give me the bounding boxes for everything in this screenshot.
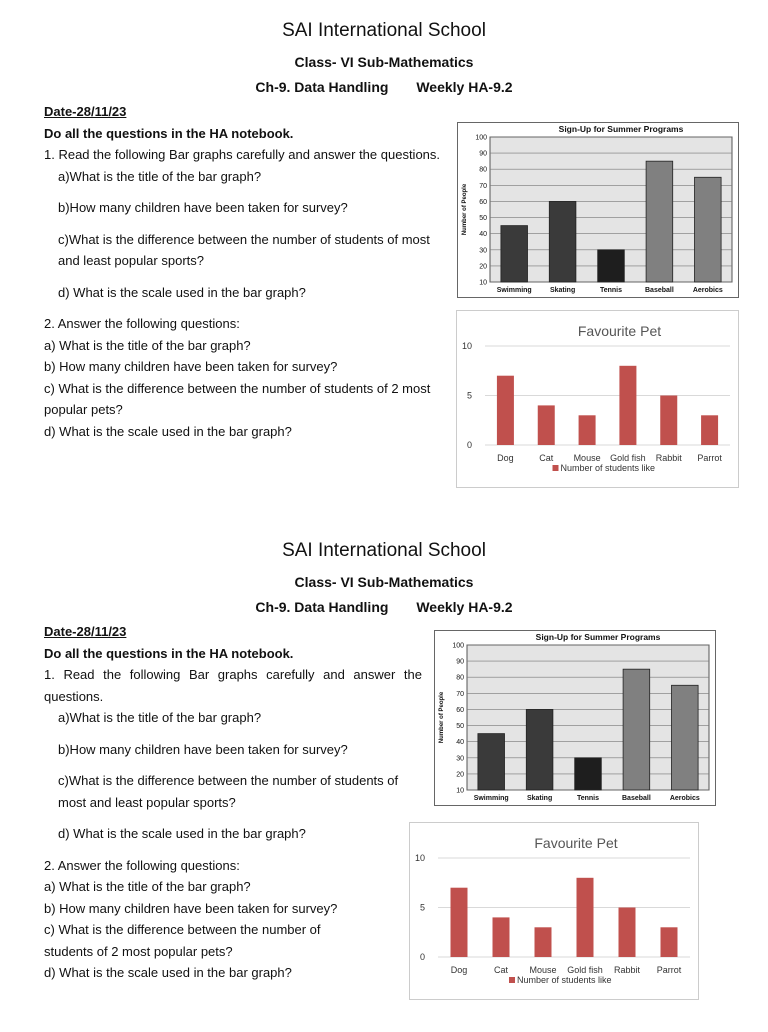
bar	[575, 758, 602, 790]
sports-bar-chart	[435, 631, 715, 805]
x-tick-label: Mouse	[573, 453, 601, 463]
x-tick-label: Tennis	[599, 287, 623, 294]
q1-a: a)What is the title of the bar graph?	[58, 168, 262, 184]
school-name: SAI International School	[282, 540, 486, 561]
bar	[501, 226, 528, 282]
y-tick-label: 40	[479, 231, 487, 239]
x-tick-label: Parrot	[697, 453, 722, 463]
bar	[497, 376, 514, 445]
x-tick-label: Gold fish	[567, 965, 603, 975]
y-tick-label: 80	[479, 166, 487, 174]
sports-chart-frame	[457, 122, 739, 298]
q2-a: a) What is the title of the bar graph?	[44, 879, 251, 894]
bar	[661, 927, 678, 957]
class-subject: Class- VI Sub-Mathematics	[294, 54, 474, 70]
y-tick-label: 70	[456, 690, 464, 698]
pet-chart-frame	[409, 822, 699, 1000]
q2-b: b) How many children have been taken for survey?	[44, 359, 338, 374]
date: Date-28/11/23	[44, 624, 127, 639]
y-tick-label: 5	[419, 902, 425, 913]
x-tick-label: Aerobics	[692, 287, 723, 294]
x-tick-label: Mouse	[529, 965, 557, 975]
school-name: SAI International School	[282, 20, 486, 41]
q1-intro: 1. Read the following Bar graphs carefully and answer the questions.	[44, 147, 441, 162]
class-subject: Class- VI Sub-Mathematics	[294, 574, 474, 590]
q2-a: a) What is the title of the bar graph?	[44, 337, 251, 353]
legend-swatch	[509, 977, 515, 983]
x-tick-label: Gold fish	[610, 453, 646, 463]
y-tick-label: 90	[456, 658, 464, 666]
questions	[44, 101, 444, 442]
bar	[478, 734, 505, 790]
bar	[694, 177, 721, 282]
date: Date-28/11/23	[44, 104, 127, 119]
y-tick-label: 100	[475, 134, 487, 142]
legend-swatch	[553, 465, 559, 471]
chart-title: Sign-Up for Summer Programs	[558, 124, 684, 134]
bar	[538, 405, 555, 445]
pet-chart-frame	[456, 310, 739, 488]
bar	[598, 250, 625, 282]
chapter: Ch-9. Data Handling	[255, 79, 389, 95]
legend-label: Number of students like	[560, 463, 656, 473]
y-tick-label: 0	[466, 440, 472, 450]
x-tick-label: Dog	[450, 965, 468, 975]
y-axis-label: Number of People	[462, 183, 468, 236]
homework-id: Weekly HA-9.2	[416, 79, 513, 95]
bar	[701, 415, 718, 445]
instruction: Do all the questions in the HA notebook.	[44, 645, 294, 661]
q2-c: c) What is the difference between the number of students of 2 most popular pets?	[44, 922, 321, 959]
q2-intro: 2. Answer the following questions:	[44, 857, 240, 873]
y-tick-label: 20	[456, 771, 464, 779]
bar	[526, 709, 553, 790]
bar	[623, 669, 650, 790]
x-tick-label: Dog	[497, 453, 514, 463]
y-tick-label: 60	[456, 706, 464, 714]
q1-b: b)How many children have been taken for survey?	[58, 200, 348, 215]
pet-bar-chart	[457, 311, 738, 487]
pet-bar-chart	[410, 823, 698, 999]
y-tick-label: 90	[479, 150, 487, 158]
chapter-line	[0, 79, 768, 95]
y-tick-label: 30	[479, 247, 487, 255]
y-tick-label: 70	[479, 182, 487, 190]
bar	[619, 366, 636, 445]
y-tick-label: 50	[479, 215, 487, 223]
x-tick-label: Rabbit	[613, 965, 641, 975]
worksheet-top	[0, 0, 768, 512]
chart-title: Favourite Pet	[534, 835, 618, 851]
bar	[671, 685, 698, 790]
q2-d: d) What is the scale used in the bar graph?	[44, 965, 292, 980]
x-tick-label: Rabbit	[655, 453, 682, 463]
x-tick-label: Baseball	[622, 795, 651, 802]
y-tick-label: 20	[479, 263, 487, 271]
sports-chart-frame	[434, 630, 716, 806]
bar	[493, 917, 510, 957]
q1-d: d) What is the scale used in the bar graph?	[58, 826, 306, 841]
q1-a: a)What is the title of the bar graph?	[58, 710, 262, 725]
y-axis-label: Number of People	[439, 691, 445, 744]
q1-c: c)What is the difference between the number of students of most and least popular sports?	[58, 773, 399, 810]
q2-d: d) What is the scale used in the bar graph?	[44, 423, 292, 439]
sports-bar-chart	[458, 123, 738, 297]
y-tick-label: 50	[456, 723, 464, 731]
chart-title: Favourite Pet	[577, 323, 662, 339]
y-tick-label: 40	[456, 739, 464, 747]
y-tick-label: 30	[456, 755, 464, 763]
x-tick-label: Cat	[539, 453, 554, 463]
bar	[619, 908, 636, 958]
x-tick-label: Skating	[549, 287, 576, 294]
y-tick-label: 10	[479, 279, 487, 287]
x-tick-label: Baseball	[645, 287, 674, 294]
chapter: Ch-9. Data Handling	[255, 599, 389, 615]
x-tick-label: Cat	[493, 965, 509, 975]
chart-title: Sign-Up for Summer Programs	[535, 632, 661, 642]
y-tick-label: 100	[452, 642, 464, 650]
x-tick-label: Swimming	[496, 287, 532, 294]
x-tick-label: Aerobics	[669, 795, 700, 802]
x-tick-label: Tennis	[576, 795, 600, 802]
y-tick-label: 0	[419, 952, 425, 962]
q1-intro: 1. Read the following Bar graphs carefully and answer the questions.	[44, 667, 422, 704]
x-tick-label: Skating	[526, 795, 553, 802]
questions	[44, 621, 422, 984]
bar	[535, 927, 552, 957]
chapter-line	[0, 599, 768, 615]
legend-label: Number of students like	[517, 975, 612, 985]
q2-intro: 2. Answer the following questions:	[44, 316, 240, 331]
y-tick-label: 10	[461, 341, 472, 351]
instruction: Do all the questions in the HA notebook.	[44, 125, 294, 141]
q2-c: c) What is the difference between the number of students of 2 most popular pets?	[44, 380, 431, 417]
bar	[577, 878, 594, 957]
q1-d: d) What is the scale used in the bar graph?	[58, 284, 306, 300]
bar	[660, 396, 677, 446]
bar	[549, 201, 576, 282]
y-tick-label: 5	[466, 390, 472, 401]
x-tick-label: Swimming	[473, 795, 509, 802]
y-tick-label: 10	[456, 787, 464, 795]
y-tick-label: 80	[456, 674, 464, 682]
bar	[646, 161, 673, 282]
bar	[451, 888, 468, 957]
q1-c: c)What is the difference between the number of students of most and least popular sports?	[58, 231, 430, 268]
bar	[579, 415, 596, 445]
worksheet-bottom	[0, 520, 768, 1032]
y-tick-label: 10	[414, 853, 425, 863]
homework-id: Weekly HA-9.2	[416, 599, 513, 615]
x-tick-label: Parrot	[656, 965, 682, 975]
y-tick-label: 60	[479, 198, 487, 206]
q2-b: b) How many children have been taken for survey?	[44, 900, 338, 916]
q1-b: b)How many children have been taken for survey?	[58, 741, 348, 757]
